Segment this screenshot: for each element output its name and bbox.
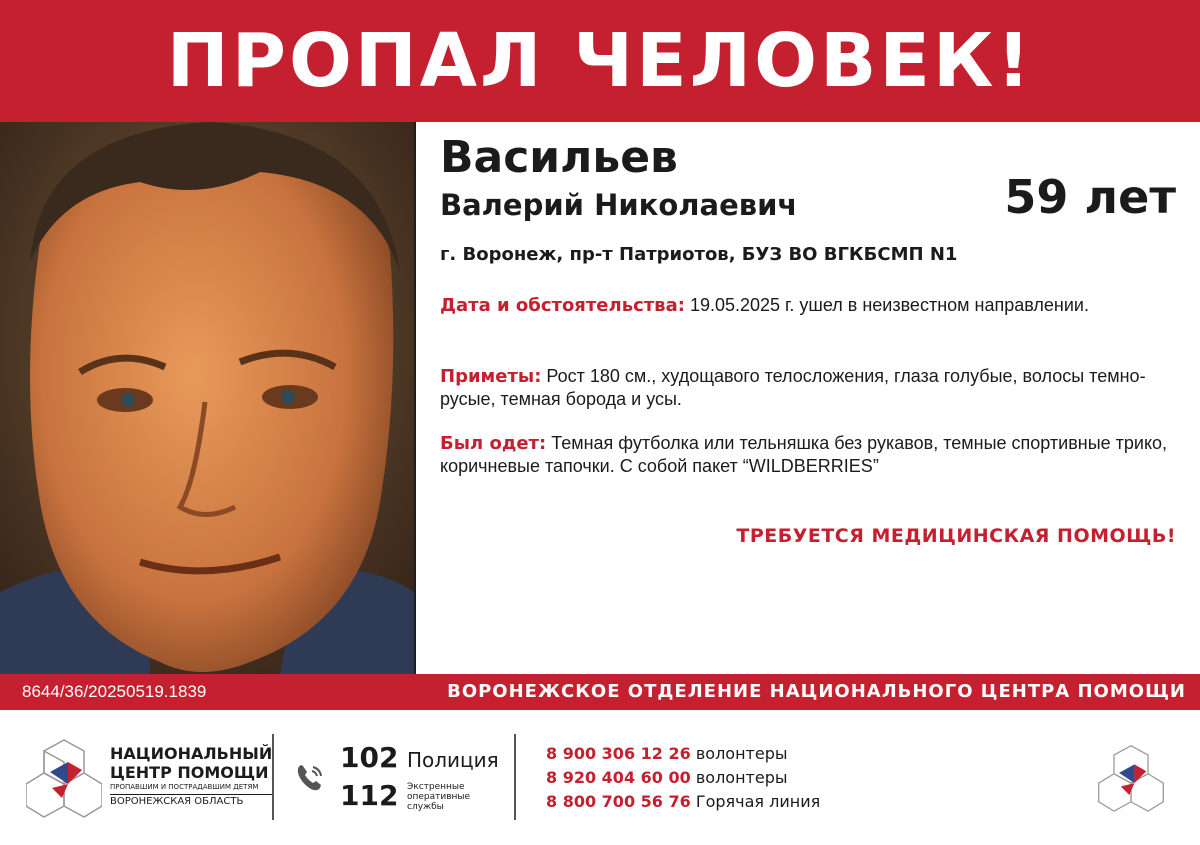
contact-line bbox=[546, 770, 788, 786]
clothing-paragraph bbox=[440, 432, 1170, 478]
org-subtitle: ПРОПАВШИМ И ПОСТРАДАВШИМ ДЕТЯМ bbox=[110, 782, 272, 795]
clothing-label: Был одет: bbox=[440, 433, 547, 454]
organization-logo-icon bbox=[1098, 744, 1164, 812]
features-text: Рост 180 см., худощавого телосложения, глаза голубые, волосы темно-русые, темная борода и усы. bbox=[440, 366, 1146, 409]
circumstances-label: Дата и обстоятельства: bbox=[440, 295, 685, 316]
footer bbox=[0, 710, 1200, 845]
contact-line bbox=[546, 794, 820, 810]
page-title: ПРОПАЛ ЧЕЛОВЕК! bbox=[166, 18, 1034, 104]
circumstances-paragraph bbox=[440, 294, 1170, 317]
contact-label: Горячая линия bbox=[695, 792, 821, 811]
organization-logo-icon bbox=[26, 738, 102, 818]
contact-number: 8 900 306 12 26 bbox=[546, 744, 691, 763]
police-number: 102 bbox=[340, 741, 399, 774]
emergency-services-label: Экстренные оперативные службы bbox=[407, 782, 471, 812]
police-label: Полиция bbox=[407, 748, 499, 772]
regional-office-title: ВОРОНЕЖСКОЕ ОТДЕЛЕНИЕ НАЦИОНАЛЬНОГО ЦЕНТРА ПОМОЩИ bbox=[447, 681, 1186, 702]
person-given-name: Валерий Николаевич bbox=[440, 188, 798, 222]
info-strip bbox=[0, 674, 1200, 710]
person-age: 59 лет bbox=[1004, 170, 1176, 224]
organization-name bbox=[110, 744, 272, 809]
medical-help-notice: ТРЕБУЕТСЯ МЕДИЦИНСКАЯ ПОМОЩЬ! bbox=[736, 525, 1176, 547]
org-name-line2: ЦЕНТР ПОМОЩИ bbox=[110, 763, 269, 782]
header-banner bbox=[0, 0, 1200, 122]
case-id: 8644/36/20250519.1839 bbox=[22, 682, 207, 701]
features-label: Приметы: bbox=[440, 366, 542, 387]
footer-divider bbox=[272, 734, 274, 820]
features-paragraph bbox=[440, 365, 1170, 411]
person-photo bbox=[0, 122, 416, 674]
contact-line bbox=[546, 746, 788, 762]
org-region: ВОРОНЕЖСКАЯ ОБЛАСТЬ bbox=[110, 796, 244, 807]
circumstances-text: 19.05.2025 г. ушел в неизвестном направлении. bbox=[689, 295, 1089, 315]
portrait-image bbox=[0, 122, 414, 674]
contact-number: 8 920 404 60 00 bbox=[546, 768, 691, 787]
last-seen-location: г. Воронеж, пр-т Патриотов, БУЗ ВО ВГКБСМП N1 bbox=[440, 244, 958, 265]
contact-number: 8 800 700 56 76 bbox=[546, 792, 691, 811]
footer-divider bbox=[514, 734, 516, 820]
phone-icon bbox=[294, 762, 326, 794]
clothing-text: Темная футболка или тельняшка без рукавов, темные спортивные трико, коричневые тапочки. С собой пакет “WILDBERRIES” bbox=[440, 433, 1168, 476]
contact-label: волонтеры bbox=[695, 744, 788, 763]
contact-label: волонтеры bbox=[695, 768, 788, 787]
person-surname: Васильев bbox=[440, 132, 678, 183]
org-name-line1: НАЦИОНАЛЬНЫЙ bbox=[110, 744, 273, 763]
person-info bbox=[416, 122, 1200, 674]
emergency-services-number: 112 bbox=[340, 779, 399, 812]
